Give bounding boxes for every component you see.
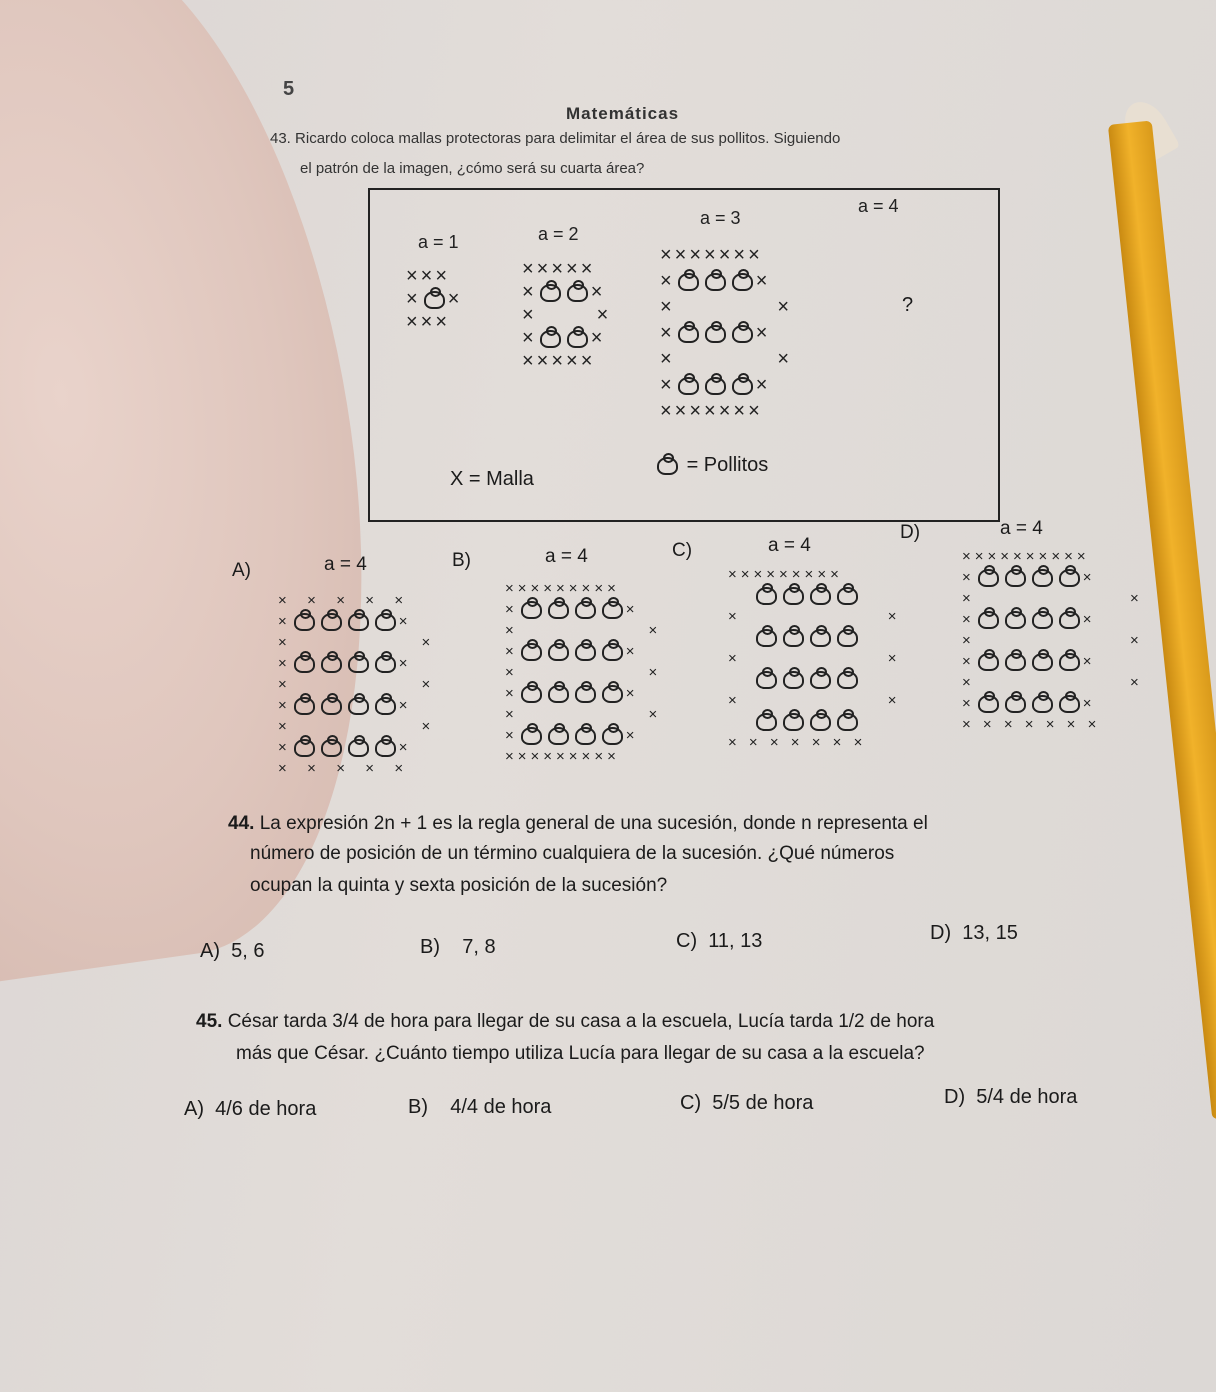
q45-answer-d-text: 5/4 de hora	[976, 1086, 1078, 1108]
chick-icon	[1005, 653, 1026, 671]
chick-icon	[321, 739, 342, 757]
q45-answer-b[interactable]	[408, 1096, 551, 1119]
chick-icon	[756, 587, 777, 605]
q45-line2: más que César. ¿Cuánto tiempo utiliza Lucía para llegar de su casa a la escuela?	[236, 1043, 925, 1064]
subject-title: Matemáticas	[566, 104, 680, 123]
chick-icon	[783, 713, 804, 731]
chick-icon	[837, 629, 858, 647]
chick-icon	[602, 685, 623, 703]
chick-icon	[567, 284, 588, 302]
option-b-figure: ××××××××× × × × × × × × × × × × × × × ×××××××××	[505, 580, 662, 765]
chick-icon	[575, 685, 596, 703]
q45-number: 45.	[196, 1011, 223, 1032]
chick-icon	[348, 697, 369, 715]
chick-icon	[810, 629, 831, 647]
option-d-figure: ×××××××××× × × × × × × × × × × × × × × × × × × × × ×	[962, 548, 1143, 733]
chick-icon	[602, 601, 623, 619]
chick-icon	[375, 739, 396, 757]
q45-line1-text: César tarda 3/4 de hora para llegar de su casa a la escuela, Lucía tarda 1/2 de hora	[227, 1011, 935, 1032]
chick-icon	[548, 727, 569, 745]
chick-icon	[756, 671, 777, 689]
q44-answer-d[interactable]	[930, 922, 1018, 945]
chick-icon	[575, 643, 596, 661]
option-a-figure: × × × × × × × × × × × × × × × × × × × × × × × ×	[278, 592, 435, 777]
q44-answer-a-letter: A)	[200, 940, 220, 962]
q44-answer-b-text: 7, 8	[462, 936, 496, 958]
chick-icon	[348, 655, 369, 673]
chick-icon	[348, 739, 369, 757]
chick-icon	[732, 325, 753, 343]
q44-answer-b[interactable]	[420, 936, 496, 959]
chick-icon	[540, 284, 561, 302]
option-d-letter[interactable]: D)	[900, 522, 921, 543]
chick-icon	[602, 643, 623, 661]
chick-icon	[375, 655, 396, 673]
chick-icon	[810, 587, 831, 605]
q44-answer-a[interactable]	[200, 940, 264, 963]
pattern-label-a3: a = 3	[700, 208, 741, 228]
chick-icon	[375, 613, 396, 631]
q45-line1	[196, 1008, 934, 1036]
chick-icon	[1032, 695, 1053, 713]
option-c-figure: ××××××××× × × × × × × × × × × × × ×	[728, 566, 901, 751]
chick-icon	[1005, 695, 1026, 713]
chick-icon	[810, 713, 831, 731]
chick-icon	[1032, 569, 1053, 587]
q44-answer-d-text: 13, 15	[962, 922, 1018, 944]
q45-answer-d[interactable]	[944, 1086, 1077, 1109]
chick-icon	[1059, 569, 1080, 587]
q44-answer-a-text: 5, 6	[231, 940, 265, 962]
chick-icon	[678, 325, 699, 343]
chick-icon	[548, 643, 569, 661]
chick-icon	[294, 613, 315, 631]
chick-icon	[540, 330, 561, 348]
option-c-letter[interactable]: C)	[672, 540, 693, 561]
unknown-figure-mark: ?	[902, 294, 914, 316]
q44-answer-c-letter: C)	[676, 930, 698, 952]
figure-a2: ××××× × × × × × × ×××××	[522, 258, 612, 372]
legend-pollitos-label: = Pollitos	[686, 454, 769, 476]
chick-icon	[1059, 695, 1080, 713]
chick-icon	[978, 611, 999, 629]
q44-answer-d-letter: D)	[930, 922, 952, 944]
chick-icon	[294, 697, 315, 715]
figure-a1: ××× × × ×××	[406, 265, 463, 333]
q45-answer-b-text: 4/4 de hora	[450, 1096, 552, 1118]
chick-icon	[575, 601, 596, 619]
chick-icon	[521, 643, 542, 661]
chick-icon	[978, 695, 999, 713]
option-a-label: a = 4	[324, 554, 367, 575]
chick-icon	[756, 713, 777, 731]
chick-icon	[705, 377, 726, 395]
chick-icon	[348, 613, 369, 631]
legend-pollitos	[654, 454, 768, 477]
q44-line2: número de posición de un término cualquiera de la sucesión. ¿Qué números	[250, 843, 895, 864]
chick-icon	[548, 601, 569, 619]
chick-icon	[810, 671, 831, 689]
figure-a3: ××××××× × × × × × × × × × × ×××××××	[660, 244, 793, 422]
chick-icon	[521, 727, 542, 745]
legend-malla: X = Malla	[450, 468, 534, 490]
q44-number: 44.	[228, 813, 255, 834]
option-b-letter[interactable]: B)	[452, 550, 471, 571]
chick-icon	[678, 273, 699, 291]
chick-icon	[705, 273, 726, 291]
chick-icon	[375, 697, 396, 715]
option-a-letter[interactable]: A)	[232, 560, 251, 581]
q44-line1-text: La expresión 2n + 1 es la regla general de una sucesión, donde n representa el	[259, 813, 928, 834]
chick-icon	[567, 330, 588, 348]
chick-icon	[732, 377, 753, 395]
chick-icon	[837, 671, 858, 689]
q45-answer-d-letter: D)	[944, 1086, 966, 1108]
q43-number: 43.	[270, 130, 291, 147]
chick-icon	[602, 727, 623, 745]
q45-answer-c[interactable]	[680, 1092, 813, 1115]
chick-icon	[837, 587, 858, 605]
chick-icon	[294, 739, 315, 757]
chick-icon	[678, 377, 699, 395]
q44-answer-c[interactable]	[676, 930, 762, 953]
chick-icon	[424, 291, 445, 309]
pattern-label-a1: a = 1	[418, 232, 459, 252]
q44-answer-c-text: 11, 13	[708, 930, 763, 952]
q45-answer-a-text: 4/6 de hora	[215, 1098, 317, 1120]
chick-icon	[1005, 569, 1026, 587]
q45-answer-c-text: 5/5 de hora	[712, 1092, 814, 1114]
chick-icon	[321, 655, 342, 673]
chick-icon	[1059, 611, 1080, 629]
chick-icon	[321, 613, 342, 631]
q43-line1: Ricardo coloca mallas protectoras para delimitar el área de sus pollitos. Siguiendo	[295, 130, 841, 147]
q45-answer-a-letter: A)	[184, 1098, 204, 1120]
chick-icon	[978, 569, 999, 587]
chick-icon	[783, 629, 804, 647]
chick-icon	[548, 685, 569, 703]
chick-icon	[521, 601, 542, 619]
q45-answer-a[interactable]	[184, 1098, 316, 1121]
q44-answer-b-letter: B)	[420, 936, 440, 958]
chick-icon	[756, 629, 777, 647]
chick-icon	[783, 587, 804, 605]
chick-icon	[732, 273, 753, 291]
chick-icon	[521, 685, 542, 703]
q45-answer-c-letter: C)	[680, 1092, 702, 1114]
chick-icon	[1005, 611, 1026, 629]
chick-icon	[837, 713, 858, 731]
chick-icon	[705, 325, 726, 343]
chick-icon	[321, 697, 342, 715]
option-c-label: a = 4	[768, 535, 811, 556]
chick-icon	[294, 655, 315, 673]
page-corner-mark: 5	[283, 78, 295, 100]
q44-line3: ocupan la quinta y sexta posición de la sucesión?	[250, 875, 668, 896]
pattern-label-a4: a = 4	[858, 196, 899, 216]
chick-icon	[1032, 653, 1053, 671]
q45-answer-b-letter: B)	[408, 1096, 428, 1118]
q44-line1	[228, 810, 928, 838]
chick-icon	[575, 727, 596, 745]
chick-icon	[657, 457, 678, 475]
q43-text-line1	[270, 130, 840, 147]
chick-icon	[1032, 611, 1053, 629]
chick-icon	[783, 671, 804, 689]
option-b-label: a = 4	[545, 546, 588, 567]
option-d-label: a = 4	[1000, 518, 1043, 539]
chick-icon	[1059, 653, 1080, 671]
pattern-label-a2: a = 2	[538, 224, 579, 244]
chick-icon	[978, 653, 999, 671]
q43-line2: el patrón de la imagen, ¿cómo será su cuarta área?	[300, 160, 645, 177]
